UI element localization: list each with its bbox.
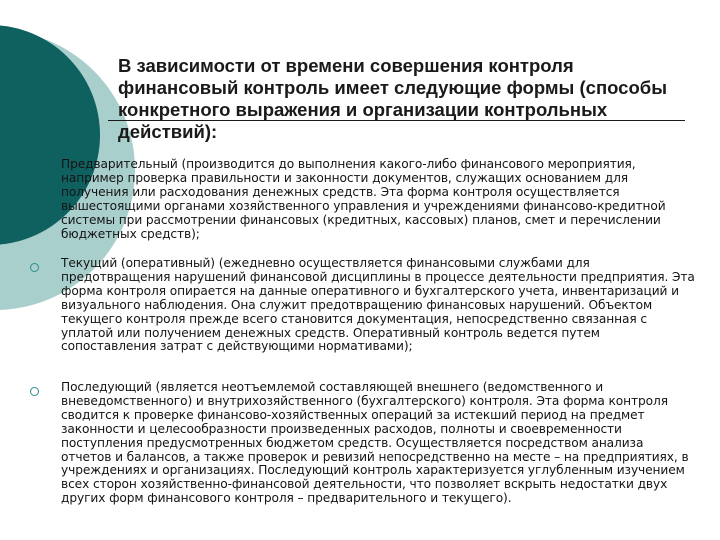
- bullet-circle-icon: [30, 263, 39, 272]
- list-item-text: Предварительный (производится до выполнения какого-либо финансового мероприятия, например проверка правильности и законности документов, служащих основанием для получения или расходования денежных средств. Эта форма контроля осуществляется вышестоящими органами хозяйственного управления и учреждениями финансово-кредитной системы при рассмотрении финансовых (кредитных, кассовых) планов, смет и перечислении бюджетных средств);: [61, 157, 666, 241]
- list-item-text: Последующий (является неотъемлемой составляющей внешнего (ведомственного и вневедомственного) и внутрихозяйственного (бухгалтерского) контроля. Эта форма контроля сводится к проверке финансово-хозяйственных операций за истекший период на предмет законности и целесообразности произведенных расходов, полноты и своевременности поступления предусмотренных бюджетом средств. Осуществляется посредством анализа отчетов и балансов, а также проверок и ревизий непосредственно на месте – на предприятиях, в учреждениях и организациях. Последующий контроль характеризуется углубленным изучением всех сторон хозяйственно-финансовой деятельности, что позволяет вскрыть недостатки двух других форм финансового контроля – предварительного и текущего).: [61, 380, 689, 506]
- list-item-text: Текущий (оперативный) (ежедневно осуществляется финансовыми службами для предотвращения нарушений финансовой дисциплины в процессе деятельности предприятия. Эта форма контроля опирается на данные оперативного и бухгалтерского учета, инвентаризаций и визуального наблюдения. Она служит предотвращению финансовых нарушений. Объектом текущего контроля прежде всего становится документация, непосредственно связанная с уплатой или получением денежных средств. Оперативный контроль ведется путем сопоставления затрат с действующими нормативами);: [61, 256, 695, 354]
- bullet-circle-icon: [30, 387, 39, 396]
- slide-title: В зависимости от времени совершения контроля финансовый контроль имеет следующие формы (способы конкретного выражения и организации контрольных действий):: [118, 55, 667, 142]
